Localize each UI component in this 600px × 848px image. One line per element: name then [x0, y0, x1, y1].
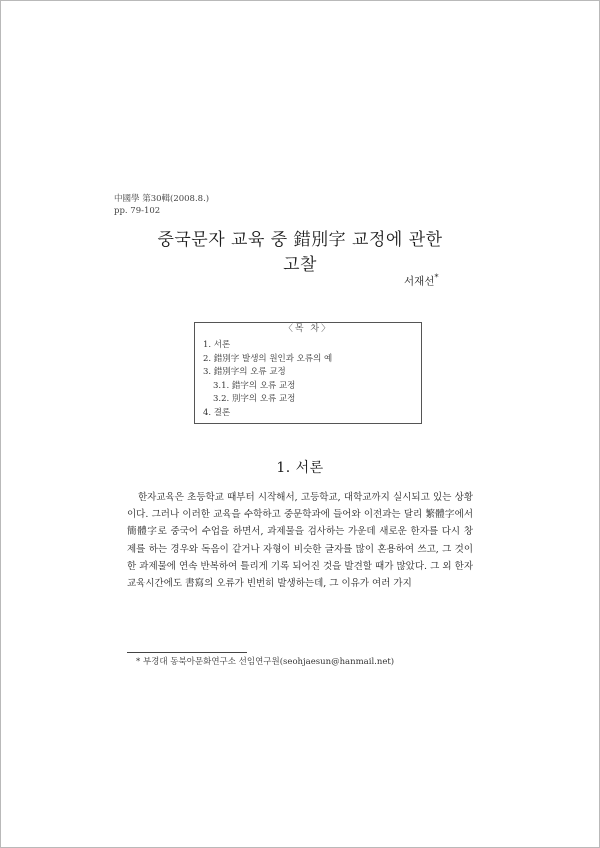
author-footnote-mark: *	[434, 273, 439, 282]
toc-list	[203, 339, 332, 420]
toc-subitem: 3.1. 錯字의 오류 교정	[213, 380, 296, 391]
toc-item: 1. 서론	[203, 340, 231, 350]
author-name: 서재선	[404, 275, 435, 288]
toc-item: 4. 결론	[203, 407, 231, 418]
author	[404, 273, 438, 289]
footnote-divider	[127, 652, 247, 653]
toc-item: 2. 錯別字 발생의 원인과 오류의 예	[203, 353, 333, 364]
toc-heading	[195, 316, 421, 335]
journal-info	[114, 193, 209, 217]
toc-heading-label: 〈목 차〉	[278, 324, 338, 334]
section-heading: 1. 서론	[276, 460, 324, 476]
table-of-contents	[194, 322, 422, 424]
paper-title-line2: 고찰	[283, 255, 317, 275]
journal-issue: 中國學 第30輯(2008.8.)	[114, 194, 210, 204]
paper-title	[130, 228, 470, 278]
footnote-text: 부경대 동북아문화연구소 선임연구원(seohjaesun@hanmail.net)	[142, 657, 395, 667]
paper-title-line1: 중국문자 교육 중 錯別字 교정에 관한	[157, 230, 443, 250]
journal-pages: pp. 79-102	[114, 206, 161, 216]
footnote-mark: *	[136, 657, 141, 667]
toc-subitem: 3.2. 別字의 오류 교정	[213, 394, 296, 404]
footnote	[136, 655, 394, 667]
toc-item: 3. 錯別字의 오류 교정	[203, 367, 286, 377]
body-paragraph: 한자교육은 초등학교 때부터 시작해서, 고등학교, 대학교까지 실시되고 있는 상황이다. 그러나 이러한 교육을 수학하고 중문학과에 들어와 이전과는 달리 繁體字에서 簡體字로 중국어 수업을 하면서, 과제물을 검사하는 가운데 새로운 한자를 다시 창제를 하는 경우와 독음이 같거나 자형이 비슷한 글자를 많이 혼용하여 쓰고, 그 것이 한 과제물에 연속 반복하여 틀리게 기록 되어진 것을 발견할 때가 많았다. 그 외 한자 교육시간에도 書寫의 오류가 빈번히 발생하는데, 그 이유가 여러 가지	[127, 492, 473, 590]
